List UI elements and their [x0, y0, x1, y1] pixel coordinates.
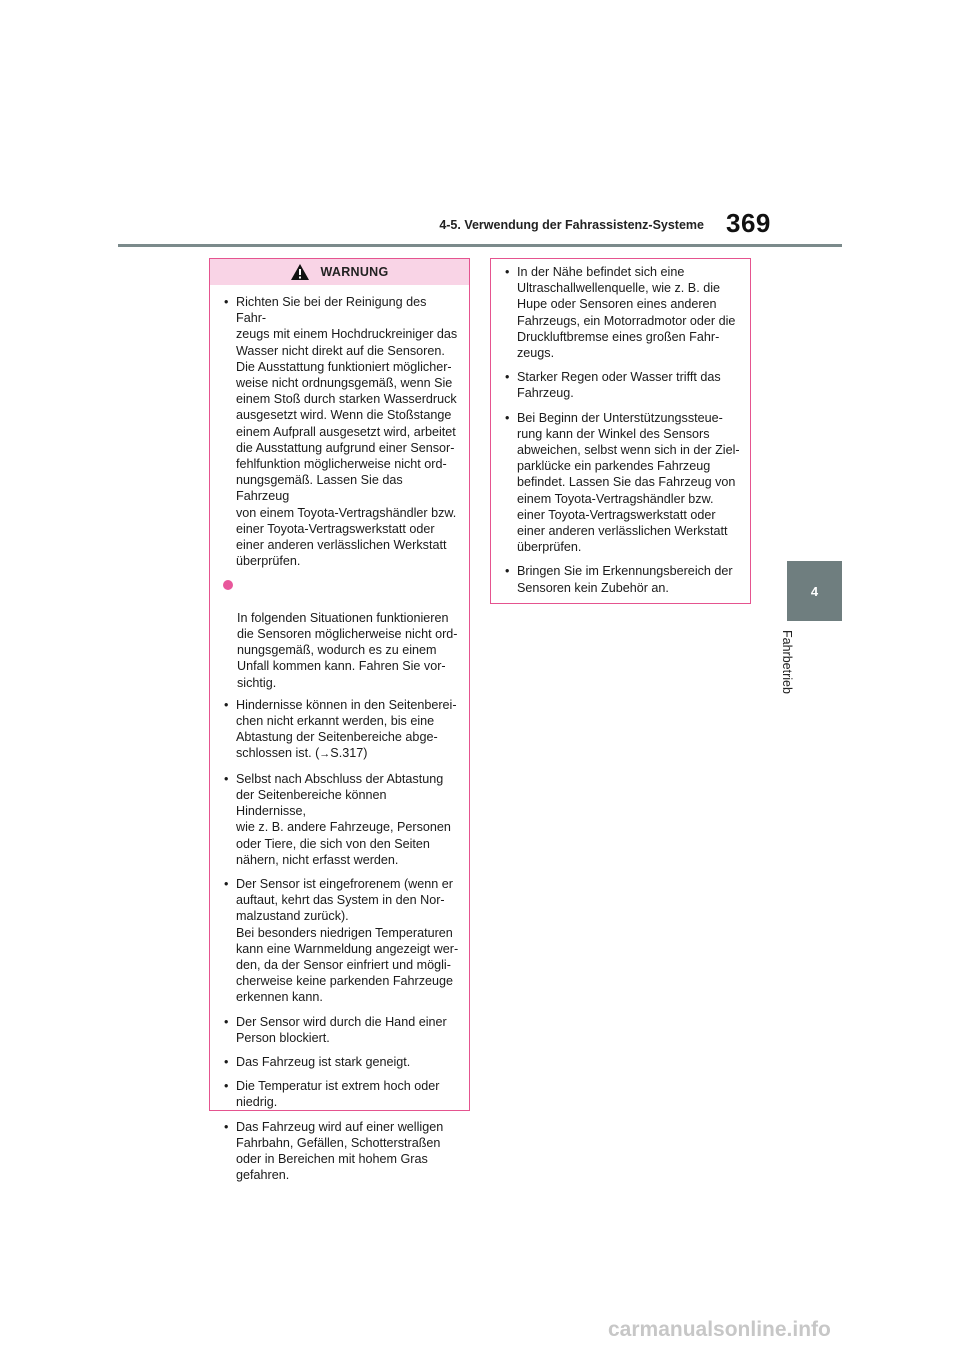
list-item: • Bei Beginn der Unterstützungssteue- rung kann der Winkel des Sensors abweichen, selbst wenn sich in der Ziel- parklücke ein parkendes Fahrzeug befindet. Lassen Sie das Fahrzeug von einem Toyota-Vertragshändler bzw. einer Toyota-Vertragswerkstatt oder einer anderen verlässlichen Werkstatt überprüfen.: [505, 410, 740, 556]
list-item: • Der Sensor wird durch die Hand einer Person blockiert.: [224, 1014, 459, 1046]
page-number: 369: [726, 208, 771, 238]
section-title: 4-5. Verwendung der Fahrassistenz-Systeme: [439, 218, 704, 232]
chapter-label-text: Fahrbetrieb: [780, 630, 794, 694]
chapter-label: [768, 630, 828, 730]
circle-list-item-text: In folgenden Situationen funktionieren die Sensoren möglicherweise nicht ord- nungsgemäß, wodurch es zu einem Unfall kommen kann. Fahren Sie vor- sichtig.: [237, 610, 458, 690]
list-item: • Bringen Sie im Erkennungsbereich der Sensoren kein Zubehör an.: [505, 563, 740, 595]
chapter-number: 4: [810, 583, 819, 599]
arrow-icon: →: [319, 748, 331, 761]
list-item: • Starker Regen oder Wasser trifft das Fahrzeug.: [505, 369, 740, 401]
warning-content-right: [491, 259, 750, 596]
warning-triangle-icon: [290, 263, 310, 281]
page-reference-link[interactable]: S.317): [330, 746, 368, 761]
list-item: • In der Nähe befindet sich eine Ultraschallwellenquelle, wie z. B. die Hupe oder Sensoren eines anderen Fahrzeugs, ein Motorradmotor oder die Druckluftbremse eines großen Fahr- zeugs.: [505, 264, 740, 361]
list-item: [224, 697, 459, 763]
warning-box-right: [490, 258, 751, 604]
warning-box-left: [209, 258, 470, 1183]
list-item: • Das Fahrzeug ist stark geneigt.: [224, 1054, 459, 1070]
warning-content-left: [210, 285, 469, 1183]
list-item: • Das Fahrzeug wird auf einer welligen Fahrbahn, Gefällen, Schotterstraßen oder in Bereichen mit hohem Gras gefahren.: [224, 1119, 459, 1184]
list-item: • Die Temperatur ist extrem hoch oder niedrig.: [224, 1078, 459, 1110]
list-item: • Der Sensor ist eingefrorenem (wenn er auftaut, kehrt das System in den Nor- malzustand zurück). Bei besonders niedrigen Temperaturen kann eine Warnmeldung angezeigt wer- den, da der Sensor einfriert und mögli- cherweise keine parkenden Fahrzeuge erkennen kann.: [224, 876, 459, 1006]
list-item: • Selbst nach Abschluss der Abtastung der Seitenbereiche können Hindernisse, wie z. B. andere Fahrzeuge, Personen oder Tiere, die sich von den Seiten nähern, nicht erfasst werden.: [224, 771, 459, 868]
list-item: • Richten Sie bei der Reinigung des Fahr- zeugs mit einem Hochdruckreiniger das Wasser nicht direkt auf die Sensoren. Die Ausstattung funktioniert möglicher- weise nicht ordnungsgemäß, wenn Sie einem Stoß durch starken Wasserdruck ausgesetzt wird. Wenn die Stoßstange einem Aufprall ausgesetzt wird, arbeitet die Ausstattung aufgrund einer Sensor- fehlfunktion möglicherweise nicht ord- nungsgemäß. Lassen Sie das Fahrzeug von einem Toyota-Vertragshändler bzw. einer Toyota-Vertragswerkstatt oder einer anderen verlässlichen Werkstatt überprüfen.: [224, 294, 459, 569]
watermark: carmanualsonline.info: [608, 1318, 831, 1341]
circle-list-item: [224, 577, 459, 690]
warning-header: [210, 259, 469, 285]
pink-circle-bullet-icon: [223, 580, 233, 590]
list-item-text: Hindernisse können in den Seitenberei- chen nicht erkannt werden, bis eine Abtastung der Seitenbereiche abge- schlossen ist. (: [236, 697, 457, 761]
header-divider: [118, 244, 842, 247]
chapter-tab: [787, 561, 842, 621]
warning-title: WARNUNG: [320, 264, 389, 279]
